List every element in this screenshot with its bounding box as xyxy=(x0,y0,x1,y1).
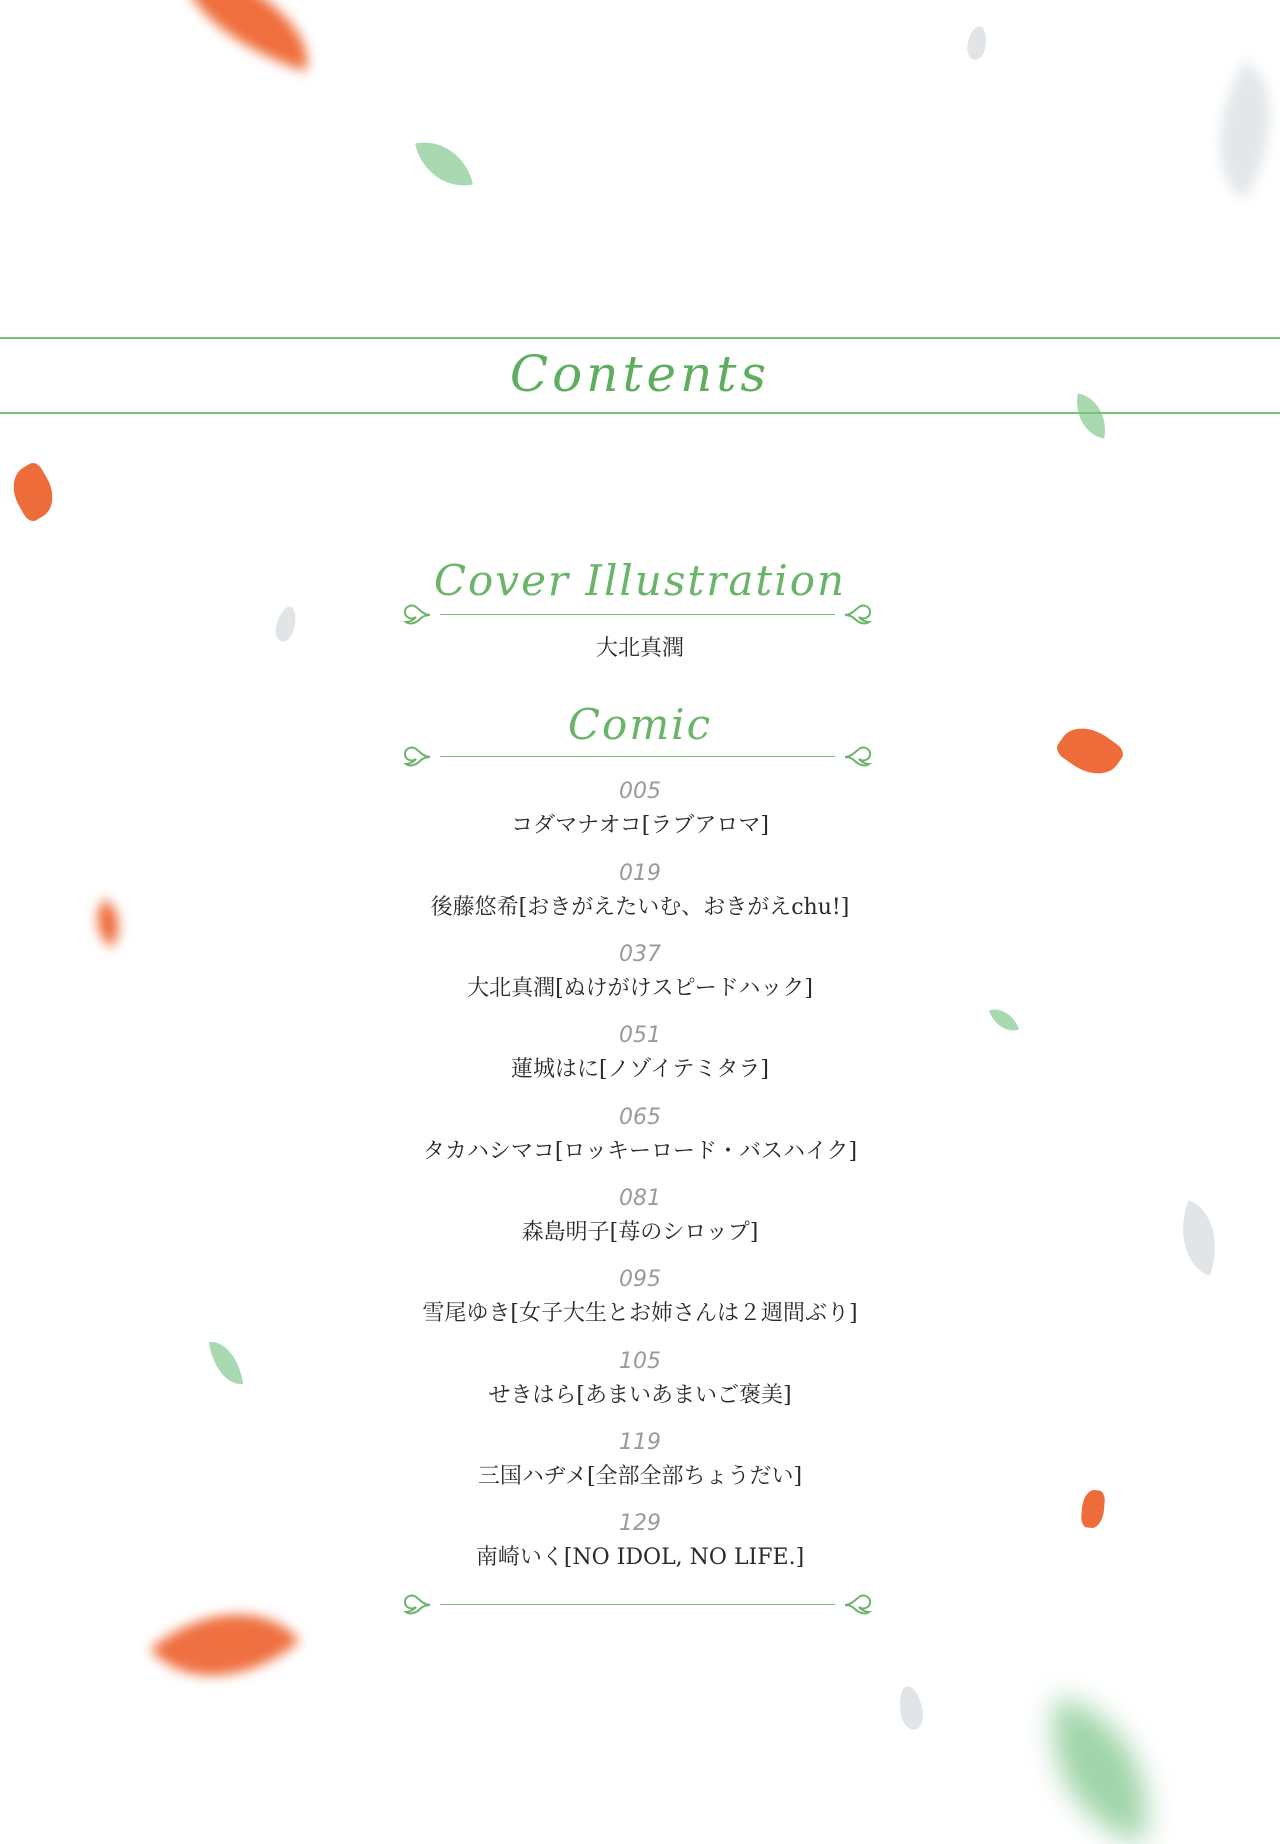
entry-page-number: 129 xyxy=(619,1511,661,1536)
ornament-line xyxy=(440,1604,835,1605)
heart-flourish-icon xyxy=(841,740,875,774)
entry-page-number: 095 xyxy=(619,1267,661,1292)
entry-title: せきはら[あまいあまいご褒美] xyxy=(488,1383,792,1408)
toc-entry[interactable] xyxy=(0,860,1280,922)
page-title: Contents xyxy=(509,345,771,403)
entry-title: コダマナオコ[ラブアロマ] xyxy=(511,813,769,838)
entry-title: 蓮城はに[ノゾイテミタラ] xyxy=(510,1057,770,1082)
entry-page-number: 065 xyxy=(619,1105,661,1130)
toc-entry[interactable] xyxy=(0,1348,1280,1410)
entry-page-number: 081 xyxy=(619,1186,661,1211)
entry-title: タカハシマコ[ロッキーロード・バスハイク] xyxy=(422,1139,858,1164)
entry-page-number: 005 xyxy=(619,779,661,804)
toc-entry[interactable] xyxy=(0,1022,1280,1084)
entry-page-number: 051 xyxy=(619,1023,661,1048)
header-rule-bottom xyxy=(0,412,1280,414)
petal-green-bottom xyxy=(1027,1697,1174,1844)
toc-entry[interactable] xyxy=(0,1429,1280,1491)
entry-title: 大北真潤[ぬけがけスピードハック] xyxy=(467,976,813,1001)
toc-entry[interactable] xyxy=(0,1185,1280,1247)
cover-artist: 大北真潤 xyxy=(595,636,684,661)
closing-ornament xyxy=(400,1588,875,1622)
comic-ornament xyxy=(400,740,875,774)
petal-grey-bottom xyxy=(896,1684,925,1731)
toc-entry[interactable] xyxy=(0,778,1280,840)
petal-grey-right-top xyxy=(1185,61,1280,200)
heart-flourish-icon xyxy=(400,598,434,632)
header-rule-top xyxy=(0,337,1280,339)
heart-flourish-icon xyxy=(400,1588,434,1622)
entry-page-number: 119 xyxy=(619,1430,661,1455)
entry-title: 三国ハヂメ[全部全部ちょうだい] xyxy=(477,1464,803,1489)
cover-ornament xyxy=(400,598,875,632)
entry-page-number: 037 xyxy=(619,942,661,967)
entry-page-number: 105 xyxy=(619,1349,661,1374)
petal-orange-top xyxy=(163,0,327,71)
heart-flourish-icon xyxy=(841,598,875,632)
ornament-line xyxy=(440,614,835,615)
petal-grey-top xyxy=(965,25,989,62)
toc-entry[interactable] xyxy=(0,1104,1280,1166)
petal-green-top xyxy=(415,134,473,195)
petal-orange-bottom xyxy=(150,1572,300,1718)
entry-title: 南崎いく[NO IDOL, NO LIFE.] xyxy=(475,1545,805,1570)
heart-flourish-icon xyxy=(400,740,434,774)
entry-title: 森島明子[苺のシロップ] xyxy=(521,1220,759,1245)
ornament-line xyxy=(440,756,835,757)
comic-section-heading: Comic xyxy=(567,700,713,749)
toc-entry[interactable] xyxy=(0,1510,1280,1572)
petal-orange-left xyxy=(4,460,63,524)
entry-title: 後藤悠希[おきがえたいむ、おきがえchu!] xyxy=(430,895,850,920)
heart-flourish-icon xyxy=(841,1588,875,1622)
cover-section-heading: Cover Illustration xyxy=(433,556,847,605)
entry-title: 雪尾ゆき[女子大生とお姉さんは２週間ぶり] xyxy=(422,1301,858,1326)
entry-page-number: 019 xyxy=(619,861,661,886)
toc-entry[interactable] xyxy=(0,941,1280,1003)
toc-entry[interactable] xyxy=(0,1266,1280,1328)
